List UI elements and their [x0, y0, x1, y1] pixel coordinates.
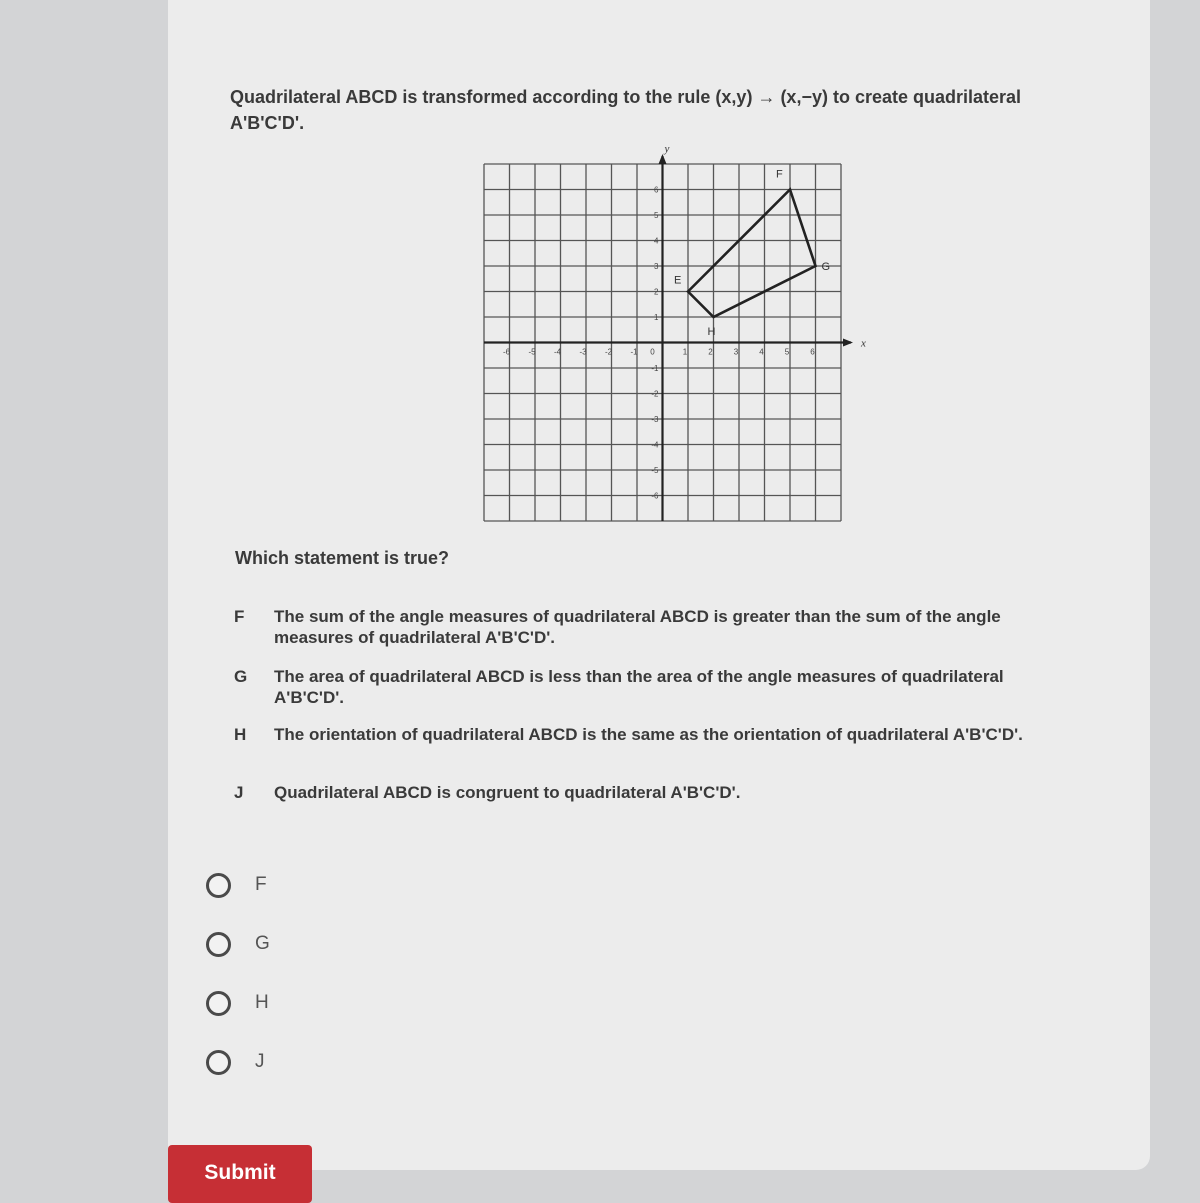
option-label: J	[255, 1051, 265, 1072]
x-tick-label: 3	[733, 347, 739, 357]
x-tick-label: 0	[650, 347, 655, 357]
y-tick-label: -5	[651, 466, 659, 475]
y-tick-label: 1	[654, 313, 659, 322]
answer-option-h[interactable]	[206, 986, 346, 1020]
y-tick-label: 4	[654, 236, 659, 246]
x-tick-label: 1	[682, 347, 688, 357]
question-prompt: Quadrilateral ABCD is transformed according to the rule (x,y) → (x,−y) to create quadrilateral A'B'C'D'.	[230, 87, 1022, 133]
vertex-label: H	[707, 326, 716, 338]
y-axis-label: y	[664, 143, 670, 155]
submit-button[interactable]: Submit	[168, 1145, 312, 1203]
y-tick-label: -2	[651, 389, 659, 399]
choice-letter: H	[234, 725, 247, 744]
x-tick-label: -4	[553, 347, 562, 357]
y-tick-label: -3	[651, 415, 659, 424]
y-tick-label: 5	[654, 211, 659, 220]
y-axis-arrow	[659, 154, 667, 164]
option-label: G	[255, 933, 270, 954]
choice-text: Quadrilateral ABCD is congruent to quadrilateral A'B'C'D'.	[274, 783, 741, 802]
y-tick-label: 6	[654, 185, 659, 195]
y-tick-label: 3	[654, 262, 659, 271]
y-tick-label: -1	[651, 364, 659, 373]
x-tick-label: 4	[759, 347, 764, 357]
choice-text: The orientation of quadrilateral ABCD is the same as the orientation of quadrilateral A'B'C'D'.	[274, 725, 1023, 744]
x-tick-label: -5	[528, 347, 536, 357]
choice-text: The area of quadrilateral ABCD is less than the area of the angle measures of quadrilateral A'B'C'D'.	[274, 667, 1004, 707]
x-tick-label: -3	[579, 347, 587, 357]
radio-button[interactable]	[206, 1050, 231, 1075]
radio-button[interactable]	[206, 991, 231, 1016]
vertex-label: F	[776, 168, 783, 181]
y-tick-label: -4	[651, 440, 659, 450]
option-label: F	[255, 874, 267, 895]
answer-option-f[interactable]	[206, 868, 346, 902]
radio-button[interactable]	[206, 932, 231, 957]
x-tick-label: 2	[708, 347, 713, 357]
choice-letter: F	[234, 607, 245, 626]
question-text: Which statement is true?	[235, 548, 450, 568]
x-tick-label: 6	[810, 347, 815, 357]
x-tick-label: 5	[784, 347, 790, 357]
y-tick-label: 2	[654, 287, 659, 297]
x-axis-label: x	[861, 337, 866, 350]
x-tick-label: -6	[502, 347, 511, 357]
quadrilateral-efgh	[688, 190, 816, 318]
coordinate-grid	[478, 143, 866, 540]
choice-letter: G	[234, 667, 248, 686]
x-tick-label: -1	[630, 347, 638, 357]
radio-button[interactable]	[206, 873, 231, 898]
vertex-label: G	[821, 261, 831, 273]
x-tick-label: -2	[604, 347, 613, 357]
y-tick-label: -6	[651, 491, 659, 501]
answer-option-j[interactable]	[206, 1045, 346, 1079]
choice-text: The sum of the angle measures of quadrilateral ABCD is greater than the sum of the angle measures of quadrilateral A'B'C'D'.	[274, 607, 1001, 647]
vertex-label: E	[674, 274, 682, 287]
answer-option-g[interactable]	[206, 927, 346, 961]
option-label: H	[255, 992, 269, 1013]
choice-letter: J	[234, 783, 244, 802]
